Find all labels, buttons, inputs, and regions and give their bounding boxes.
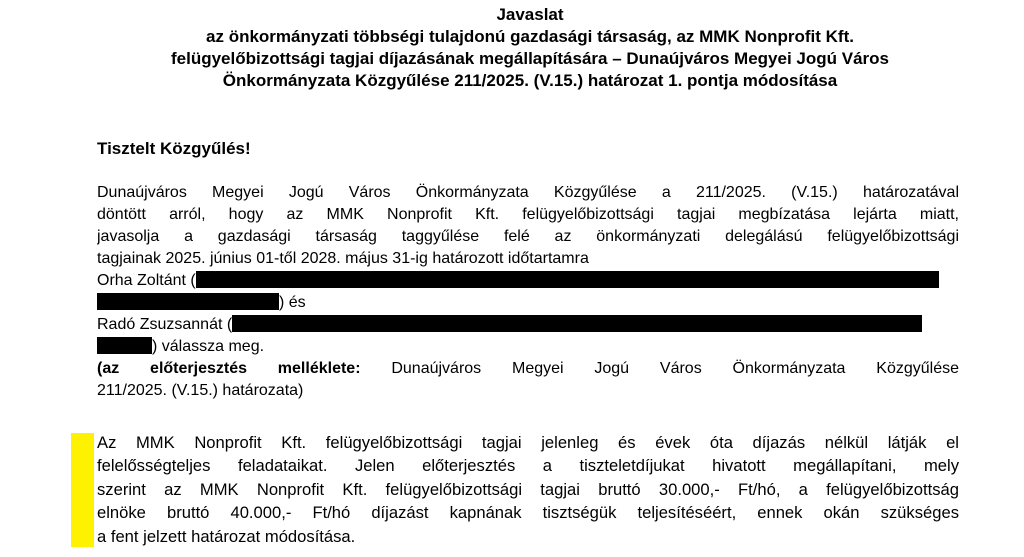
member-1-continuation <box>97 292 959 314</box>
paragraph-1-line-3: javasolja a gazdasági társaság taggyűlése felé az önkormányzati delegálású felügyelőbizottsági <box>97 228 959 245</box>
member-1-close: ) és <box>279 294 306 311</box>
document-title <box>60 4 1000 92</box>
annex-text: Dunaújváros Megyei Jogú Város Önkormányzata Közgyűlése <box>360 360 959 377</box>
paragraph-2-line-1: Az MMK Nonprofit Kft. felügyelőbizottsági tagjai jelenleg és évek óta díjazás nélkül látják el <box>97 433 959 452</box>
redaction-bar <box>97 337 152 354</box>
highlight-marker <box>71 433 94 547</box>
paragraph-2-line-4: elnöke bruttó 40.000,- Ft/hó díjazást kapnának tisztségük teljesítéséért, ennek okán szükséges <box>97 503 959 523</box>
title-line-4: Önkormányzata Közgyűlése 211/2025. (V.15.) határozat 1. pontja módosítása <box>222 71 838 90</box>
salutation: Tisztelt Közgyűlés! <box>97 139 251 158</box>
paragraph-1-line-2: döntött arról, hogy az MMK Nonprofit Kft. felügyelőbizottsági tagjai megbízatása lejárta miatt, <box>97 206 959 223</box>
annex-label: (az előterjesztés melléklete: <box>97 360 361 377</box>
annex-line-2: 211/2025. (V.15.) határozata) <box>97 382 304 399</box>
paragraph-2 <box>97 431 959 548</box>
member-2-line <box>97 314 959 336</box>
redaction-bar <box>97 293 279 310</box>
title-line-3: felügyelőbizottsági tagjai díjazásának megállapítására – Dunaújváros Megyei Jogú Város <box>170 49 889 68</box>
annex-line-1 <box>97 358 959 380</box>
paragraph-2-line-2: felelősségteljes feladataikat. Jelen előterjesztés a tiszteletdíjukat hivatott megállapítani, mely <box>97 456 959 476</box>
member-2-name: Radó Zsuzsannát ( <box>97 316 233 333</box>
redaction-bar <box>232 315 922 332</box>
paragraph-1-line-1: Dunaújváros Megyei Jogú Város Önkormányzata Közgyűlése a 211/2025. (V.15.) határozatával <box>97 184 959 201</box>
redaction-bar <box>196 271 939 288</box>
member-2-close: ) válassza meg. <box>152 338 265 355</box>
paragraph-1-line-4: tagjainak 2025. június 01-től 2028. május 31-ig határozott időtartamra <box>97 250 589 267</box>
member-1-name: Orha Zoltánt ( <box>97 272 196 289</box>
member-2-continuation <box>97 336 959 358</box>
paragraph-2-line-3: szerint az MMK Nonprofit Kft. felügyelőbizottsági tagjai bruttó 30.000,- Ft/hó, a felügyelőbizottság <box>97 479 959 499</box>
paragraph-1 <box>97 182 959 402</box>
member-1-line <box>97 270 959 292</box>
title-line-1: Javaslat <box>496 5 564 24</box>
title-line-2: az önkormányzati többségi tulajdonú gazdasági társaság, az MMK Nonprofit Kft. <box>206 27 854 46</box>
paragraph-2-line-5: a fent jelzett határozat módosítása. <box>97 526 356 546</box>
